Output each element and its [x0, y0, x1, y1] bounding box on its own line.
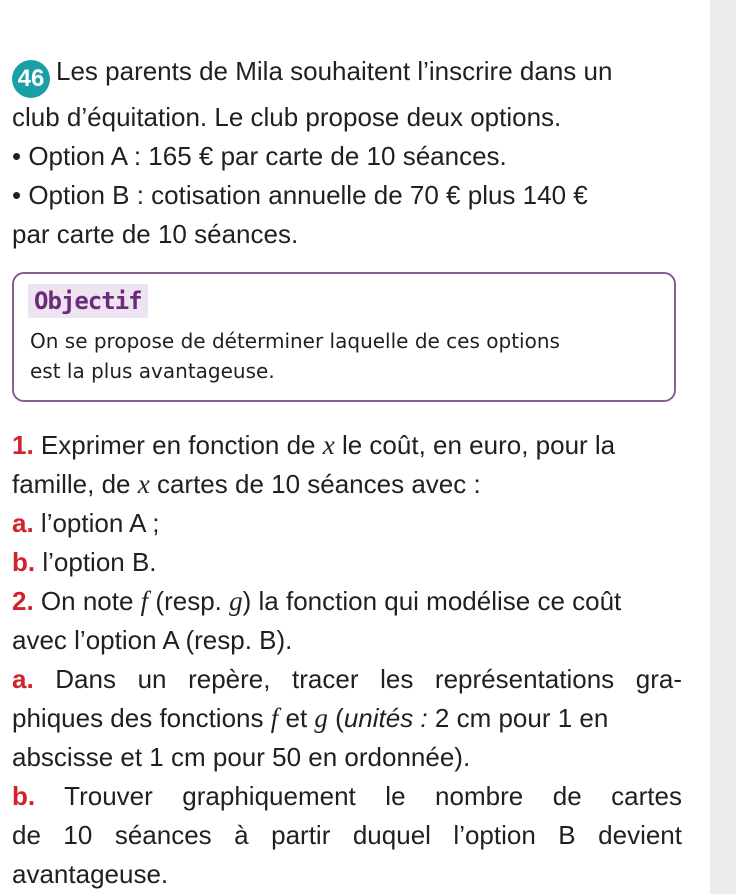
question-2b-line-1 — [12, 777, 682, 816]
question-2a-line-3: abscisse et 1 cm pour 50 en ordonnée). — [12, 742, 471, 772]
question-2a-line-1 — [12, 660, 682, 699]
exercise-number-badge: 46 — [12, 60, 50, 98]
question-1-text-post: le coût, en euro, pour la — [341, 430, 616, 460]
question-1-line-2 — [12, 465, 682, 504]
option-a-line: • Option A : 165 € par carte de 10 séances. — [12, 141, 507, 171]
question-2-label: 2. — [12, 586, 34, 616]
question-1a-label: a. — [12, 508, 34, 538]
question-2a-paren: ( — [335, 703, 344, 733]
intro-text: Les parents de Mila souhaitent l’inscrire dans un — [56, 56, 613, 86]
variable-f: f — [270, 703, 279, 733]
question-2a-and: et — [285, 703, 308, 733]
objective-text-line-2: est la plus avantageuse. — [30, 359, 275, 383]
variable-x: x — [322, 430, 335, 460]
question-1a — [12, 504, 682, 543]
question-1b-label: b. — [12, 547, 36, 577]
question-2a-text-1: Dans un repère, tracer les représentations gra- — [55, 664, 682, 694]
option-b-line-1: • Option B : cotisation annuelle de 70 € plus 140 € — [12, 180, 588, 210]
question-2b-label: b. — [12, 781, 36, 811]
question-2b-text-1: Trouver graphiquement le nombre de cartes — [64, 781, 682, 811]
question-2-text-mid: (resp. — [155, 586, 222, 616]
question-2a-line-2 — [12, 699, 682, 738]
question-1-text-pre: Exprimer en fonction de — [40, 430, 316, 460]
question-2a-label: a. — [12, 664, 34, 694]
objective-text — [30, 326, 658, 386]
margin-strip — [710, 0, 736, 894]
exercise-content — [12, 52, 682, 894]
question-2-line-2: avec l’option A (resp. B). — [12, 625, 293, 655]
question-1a-text: l’option A ; — [40, 508, 160, 538]
question-1b-text: l’option B. — [42, 547, 157, 577]
variable-g: g — [314, 703, 328, 733]
exercise-intro-line-1 — [12, 52, 682, 98]
option-b-line-2: par carte de 10 séances. — [12, 219, 299, 249]
question-1-line2-pre: famille, de — [12, 469, 131, 499]
units-label: unités : — [343, 703, 428, 733]
question-1-label: 1. — [12, 430, 34, 460]
question-2b-line-2: de 10 séances à partir duquel l’option B devient — [12, 820, 682, 850]
objective-text-line-1: On se propose de déterminer laquelle de ces options — [30, 329, 560, 353]
objective-title: Objectif — [28, 284, 148, 318]
exercise-intro-line-2: club d’équitation. Le club propose deux options. — [12, 102, 562, 132]
question-1-line-1 — [12, 426, 682, 465]
variable-g: g — [229, 586, 243, 616]
question-1b — [12, 543, 682, 582]
objective-box — [12, 272, 676, 402]
question-2-line-1 — [12, 582, 682, 621]
question-2b-line-3: avantageuse. — [12, 859, 169, 889]
question-2-text-pre: On note — [40, 586, 134, 616]
question-2-text-post: ) la fonction qui modélise ce coût — [242, 586, 622, 616]
question-1-line2-post: cartes de 10 séances avec : — [156, 469, 481, 499]
question-2a-text-2-post: 2 cm pour 1 en — [434, 703, 609, 733]
question-2a-text-2-pre: phiques des fonctions — [12, 703, 264, 733]
variable-f: f — [140, 586, 149, 616]
variable-x: x — [137, 469, 150, 499]
